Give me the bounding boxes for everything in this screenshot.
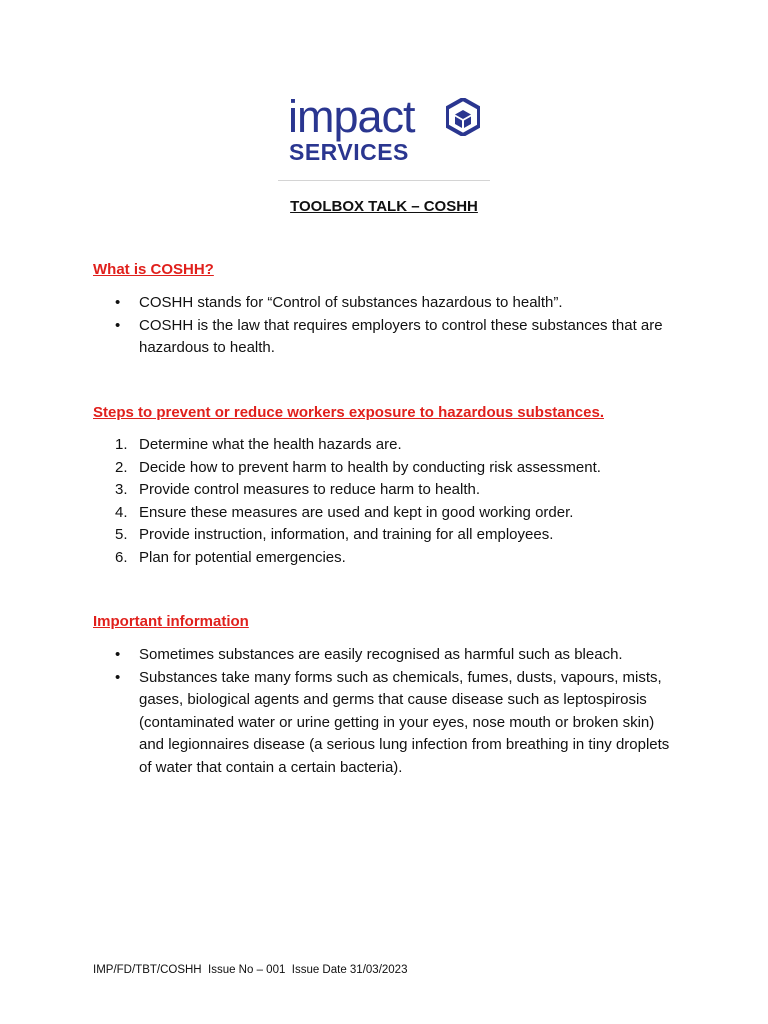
list-item-number: 4. (115, 503, 128, 521)
list-item (114, 644, 674, 667)
logo-subtitle: SERVICES (289, 139, 409, 165)
page-title: TOOLBOX TALK – COSHH (290, 198, 478, 215)
what-is-coshh-list (114, 292, 674, 360)
list-item-text: COSHH stands for “Control of substances hazardous to health”. (139, 294, 563, 311)
list-item-text: Provide control measures to reduce harm to health. (139, 481, 481, 498)
company-logo (278, 88, 490, 181)
section-heading-steps: Steps to prevent or reduce workers exposure to hazardous substances. (93, 404, 604, 421)
list-item (114, 434, 674, 457)
list-item-text: Plan for potential emergencies. (139, 548, 346, 566)
list-item (114, 457, 674, 480)
list-item-number: 2. (115, 458, 128, 476)
list-item-number: 5. (115, 526, 128, 543)
list-item-text: COSHH is the law that requires employers to control these substances that are hazardous to health. (139, 316, 663, 356)
list-item (114, 524, 674, 547)
list-item-text: Provide instruction, information, and training for all employees. (139, 526, 554, 543)
list-item (114, 547, 674, 570)
section-heading-what-is-coshh: What is COSHH? (93, 261, 214, 278)
list-item-text: Substances take many forms such as chemicals, fumes, dusts, vapours, mists, gases, biological agents and germs that cause disease such as leptospirosis (contaminated water or urine getting in your eyes, nose mouth or broken skin) and legionnaires disease (a serious lung infection from breathing in tiny droplets of water that contain a certain bacteria). (139, 668, 670, 776)
list-item (114, 479, 674, 502)
document-footer: IMP/FD/TBT/COSHH Issue No – 001 Issue Date 31/03/2023 (93, 964, 408, 976)
list-item (114, 292, 674, 315)
list-item-number: 1. (115, 436, 128, 453)
important-information-list (114, 644, 674, 779)
list-item-number: 3. (115, 481, 128, 498)
steps-list (114, 434, 674, 569)
list-item-number: 6. (115, 548, 128, 566)
cube-icon (446, 98, 480, 136)
list-item-text: Ensure these measures are used and kept in good working order. (139, 503, 574, 521)
list-item-text: Determine what the health hazards are. (139, 436, 402, 453)
list-item (114, 315, 674, 360)
list-item (114, 502, 674, 525)
logo-wordmark: impact (288, 91, 415, 142)
list-item-text: Sometimes substances are easily recognised as harmful such as bleach. (139, 646, 623, 663)
list-item-text: Decide how to prevent harm to health by conducting risk assessment. (139, 458, 601, 476)
section-heading-important-information: Important information (93, 613, 249, 630)
list-item (114, 667, 674, 780)
